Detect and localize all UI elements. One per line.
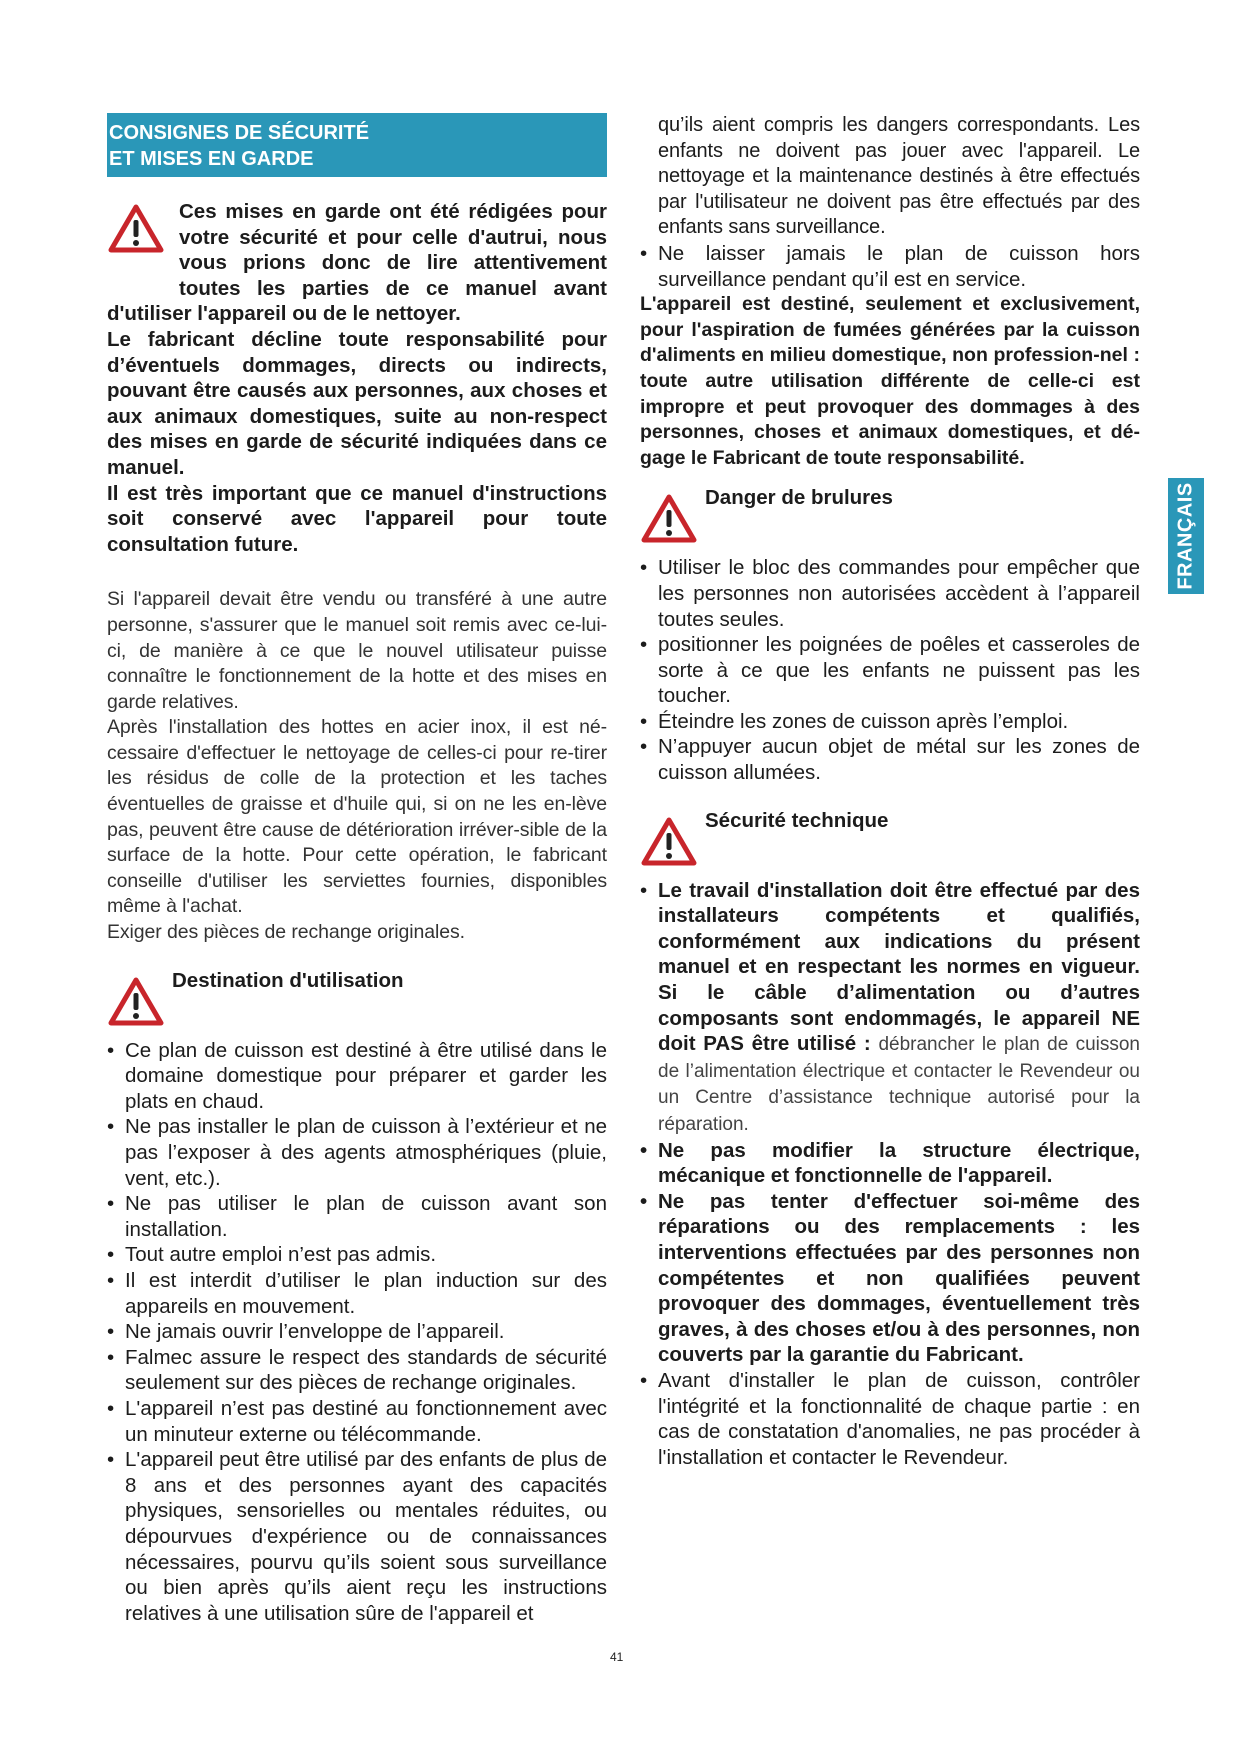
intro-warning-text: Ces mises en garde ont été rédigées pour votre sécurité et pour celle d'autrui, nous vous prions donc de lire attentivement toutes les parties de ce manuel avant d'utiliser l'appareil ou de le nettoyer. [107,200,607,326]
left-column [107,113,607,1626]
tech-heading [640,808,1140,878]
destination-title: Destination d'utilisation [172,968,404,992]
list-item: • Utiliser le bloc des commandes pour empêcher que les personnes non autorisées accèdent à l’appareil toutes seules. [640,556,1140,631]
manufacturer-disclaimer: Le fabricant décline toute responsabilité pour d’éventuels dommages, directs ou indirects, pouvant être causés aux personnes, aux choses et aux animaux domestiques, suite au non-respect des mises en garde de sécurité indiquées dans ce manuel. [107,327,607,479]
destination-list [107,1038,607,1627]
warning-triangle-icon [107,203,165,255]
tech-list [640,878,1140,1471]
list-item: • L'appareil n’est pas destiné au fonctionnement avec un minuteur externe ou télécommande. [107,1396,607,1446]
language-tab [1168,478,1204,594]
list-item: • Ne pas tenter d'effectuer soi-même des réparations ou des remplacements : les interventions effectuées par des personnes non compétentes et non qualifiées peuvent provoquer des dommages, éventuellement très graves, à des choses et/ou à des personnes, non couverts par la garantie du Fabricant. [640,1189,1140,1367]
list-item: • L'appareil peut être utilisé par des enfants de plus de 8 ans et des personnes ayant des capacités physiques, sensorielles ou mentales réduites, ou dépourvues d'expérience ou de connaissances nécessaires, pourvu qu’ils soient sous surveillance ou bien après qu’ils aient reçu les instructions relatives à une utilisation sûre de l'appareil et [107,1448,607,1625]
list-item: • Ne pas modifier la structure électrique, mécanique et fonctionnelle de l'appareil. [640,1138,1140,1188]
keep-manual-note: Il est très important que ce manuel d'instructions soit conservé avec l'appareil pour toute consultation future. [107,481,607,556]
list-item: • Éteindre les zones de cuisson après l’emploi. [640,709,1069,733]
list-item: • Ne pas utiliser le plan de cuisson avant son installation. [107,1192,607,1241]
list-item: • Il est interdit d’utiliser le plan induction sur des appareils en mouvement. [107,1268,607,1318]
cleaning-note: Après l'installation des hottes en acier inox, il est né-cessaire d'effectuer le nettoyage de celles-ci pour re-tirer les résidus de colle de la protection et les taches éventuelles de graisse et d'huile qui, si on ne les en-lève pas, peuvent être cause de détérioration irréver-sible de la surface de la hotte. Pour cette opération, le fabricant conseille d'utiliser les serviettes fournies, disponibles même à l'achat. [107,716,607,918]
tech-title: Sécurité technique [705,808,889,832]
list-item: • positionner les poignées de poêles et casseroles de sorte à ce que les enfants ne puissent pas les toucher. [640,633,1140,708]
burn-heading [640,485,1140,555]
header-line-2: ET MISES EN GARDE [109,148,314,170]
list-item: • Le travail d'installation doit être effectué par des installateurs compétents et qualifiés, conformément aux indications du présent manuel et en respectant les normes en vigueur. Si le câble d’alimentation ou d’autres composants sont endommagés, le appareil NE doit PAS être utilisé : débrancher le plan de cuisson de l’alimentation électrique et contacter le Revendeur ou un Centre d’assistance technique autorisé pour la réparation. [640,878,1140,1135]
right-column [640,113,1140,1470]
language-tab-label: FRANÇAIS [1174,482,1197,590]
list-item: • Avant d'installer le plan de cuisson, contrôler l'intégrité et la fonctionnalité de chaque partie : en cas de constatation d'anomalies, ne pas procéder à l'installation et contacter le Revendeur. [640,1368,1140,1469]
burn-list [640,555,1140,785]
list-item: • Ne pas installer le plan de cuisson à l’extérieur et ne pas l’exposer à des agents atmosphériques (pluie, vent, etc.). [107,1115,607,1190]
section-header [107,113,607,177]
list-item: • Falmec assure le respect des standards de sécurité seulement sur des pièces de rechange originales. [107,1345,607,1395]
intended-use-note: L'appareil est destiné, seulement et exclusivement, pour l'aspiration de fumées générées par la cuisson d'aliments en milieu domestique, non profession-nel : toute autre utilisation différente de celle-ci est impropre et peut provoquer des dommages à des personnes, choses et animaux domestiques, et dé-gage le Fabricant de toute responsabilité. [640,293,1140,469]
intro-warning-block [107,199,607,327]
list-item: • Ce plan de cuisson est destiné à être utilisé dans le domaine domestique pour préparer et garder les plats en chaud. [107,1038,607,1113]
spare-parts-note: Exiger des pièces de rechange originales. [107,921,465,944]
continuation-text: qu’ils aient compris les dangers correspondants. Les enfants ne doivent pas jouer avec l'appareil. Le nettoyage et la maintenance destinés à être effectués par l'utilisateur ne doivent pas être effectués par des enfants sans surveillance. [658,114,1140,239]
warning-triangle-icon [107,976,165,1028]
transfer-note: Si l'appareil devait être vendu ou transféré à une autre personne, s'assurer que le manuel soit remis avec ce-lui-ci, de manière à ce que le nouvel utilisateur puisse connaître le fonctionnement de la hotte et des mises en garde relatives. [107,588,607,713]
header-line-1: CONSIGNES DE SÉCURITÉ [109,122,370,144]
warning-triangle-icon [640,493,698,545]
list-item: • Ne laisser jamais le plan de cuisson hors surveillance pendant qu’il est en service. [640,241,1140,291]
warning-triangle-icon [640,816,698,868]
burn-title: Danger de brulures [705,486,893,510]
unattended-list [640,241,1140,292]
destination-heading [107,968,607,1038]
page-number: 41 [610,1650,624,1664]
list-item: • Tout autre emploi n’est pas admis. [107,1243,437,1267]
list-item: • Ne jamais ouvrir l’enveloppe de l’appareil. [107,1320,505,1344]
list-item: • N’appuyer aucun objet de métal sur les zones de cuisson allumées. [640,735,1140,785]
